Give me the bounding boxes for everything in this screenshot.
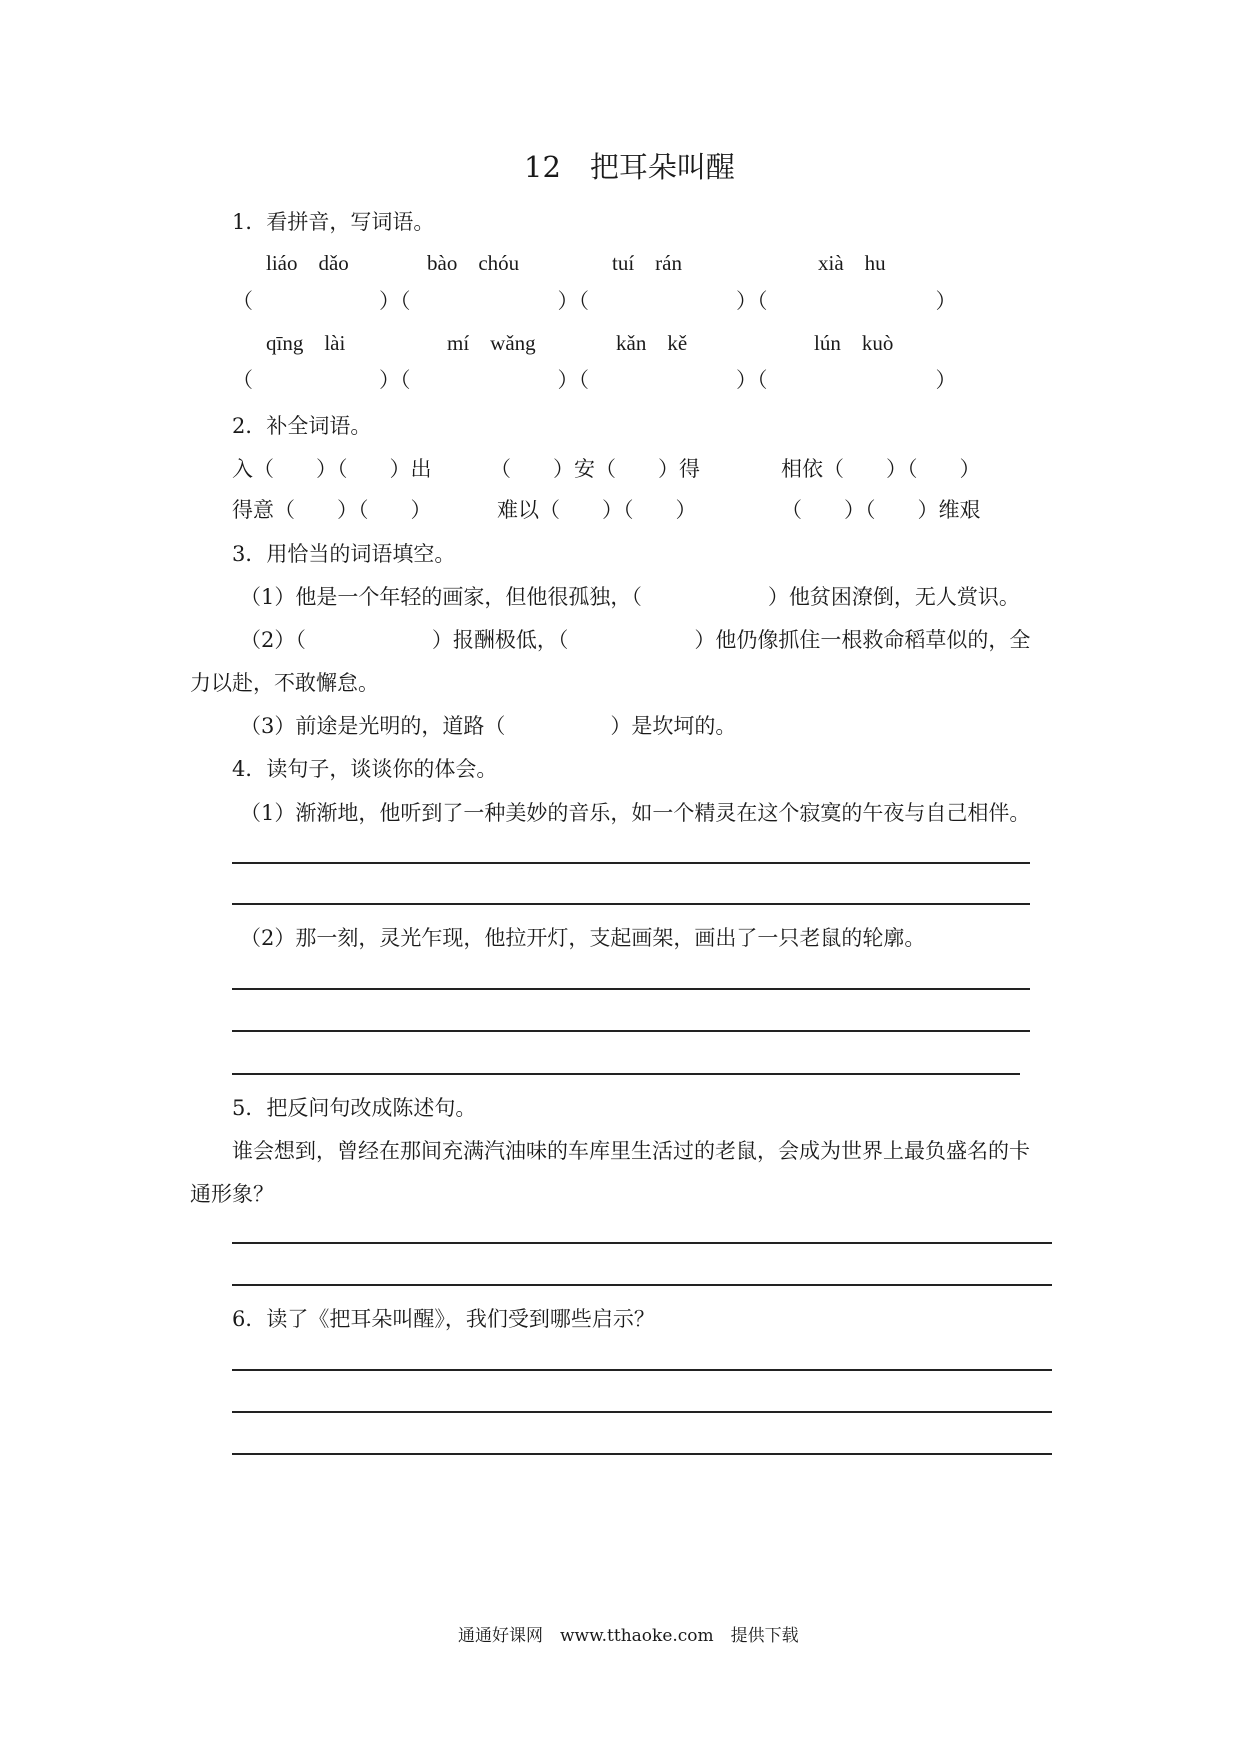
- q1-pinyin-1: liáo dǎo: [266, 251, 349, 275]
- q1-pinyin-5: qīng lài: [266, 331, 346, 355]
- q6-heading: 6．读了《把耳朵叫醒》，我们受到哪些启示？: [232, 1307, 655, 1331]
- q5-sentence-a: 谁会想到，曾经在那间充满汽油味的车库里生活过的老鼠，会成为世界上最负盛名的卡: [232, 1139, 1030, 1163]
- q1-pinyin-8: lún kuò: [814, 331, 894, 355]
- q1-heading: 1．看拼音，写词语。: [232, 210, 435, 234]
- q1-pinyin-3: tuí rán: [612, 251, 682, 275]
- q4-sentence-1: （1）渐渐地，他听到了一种美妙的音乐，如一个精灵在这个寂寞的午夜与自己相伴。: [240, 801, 1031, 825]
- q6-answer-line[interactable]: [232, 1369, 1052, 1371]
- q4-answer-line[interactable]: [232, 1073, 1020, 1075]
- q2-item-3: 相依（ ）（ ）: [781, 457, 981, 481]
- q3-sentence-3: （3）前途是光明的，道路（ ）是坎坷的。: [240, 714, 737, 738]
- q2-heading: 2．补全词语。: [232, 414, 372, 438]
- q1-pinyin-7: kǎn kě: [616, 331, 688, 355]
- q4-sentence-2: （2）那一刻，灵光乍现，他拉开灯，支起画架，画出了一只老鼠的轮廓。: [240, 926, 926, 950]
- q4-answer-line[interactable]: [232, 988, 1030, 990]
- page-title: 12 把耳朵叫醒: [524, 150, 735, 184]
- q1-pinyin-2: bào chóu: [427, 251, 520, 275]
- q3-sentence-1: （1）他是一个年轻的画家，但他很孤独，（ ）他贫困潦倒，无人赏识。: [240, 585, 1020, 609]
- q3-heading: 3．用恰当的词语填空。: [232, 542, 456, 566]
- q4-answer-line[interactable]: [232, 862, 1030, 864]
- q3-sentence-2a: （2）（ ）报酬极低，（ ）他仍像抓住一根救命稻草似的，全: [240, 628, 1031, 652]
- q2-item-6: （ ）（ ）维艰: [781, 498, 981, 522]
- q5-answer-line[interactable]: [232, 1242, 1052, 1244]
- q1-pinyin-4: xià hu: [818, 251, 886, 275]
- q5-sentence-b: 通形象？: [190, 1182, 274, 1206]
- q5-heading: 5．把反问句改成陈述句。: [232, 1096, 477, 1120]
- q1-answer-brackets-2: （ ）（ ）（ ）（ ）: [232, 368, 957, 392]
- q2-item-5: 难以（ ）（ ）: [497, 498, 697, 522]
- q4-heading: 4．读句子，谈谈你的体会。: [232, 757, 498, 781]
- q2-item-4: 得意（ ）（ ）: [232, 498, 432, 522]
- q5-answer-line[interactable]: [232, 1284, 1052, 1286]
- page-footer: 通通好课网 www.tthaoke.com 提供下载: [458, 1626, 799, 1646]
- q2-item-2: （ ）安（ ）得: [490, 457, 700, 481]
- q6-answer-line[interactable]: [232, 1453, 1052, 1455]
- q1-pinyin-6: mí wǎng: [447, 331, 536, 355]
- q2-item-1: 入（ ）（ ）出: [232, 457, 432, 481]
- q4-answer-line[interactable]: [232, 903, 1030, 905]
- q3-sentence-2b: 力以赴，不敢懈怠。: [190, 671, 379, 695]
- q4-answer-line[interactable]: [232, 1030, 1030, 1032]
- q6-answer-line[interactable]: [232, 1411, 1052, 1413]
- q1-answer-brackets-1: （ ）（ ）（ ）（ ）: [232, 289, 957, 313]
